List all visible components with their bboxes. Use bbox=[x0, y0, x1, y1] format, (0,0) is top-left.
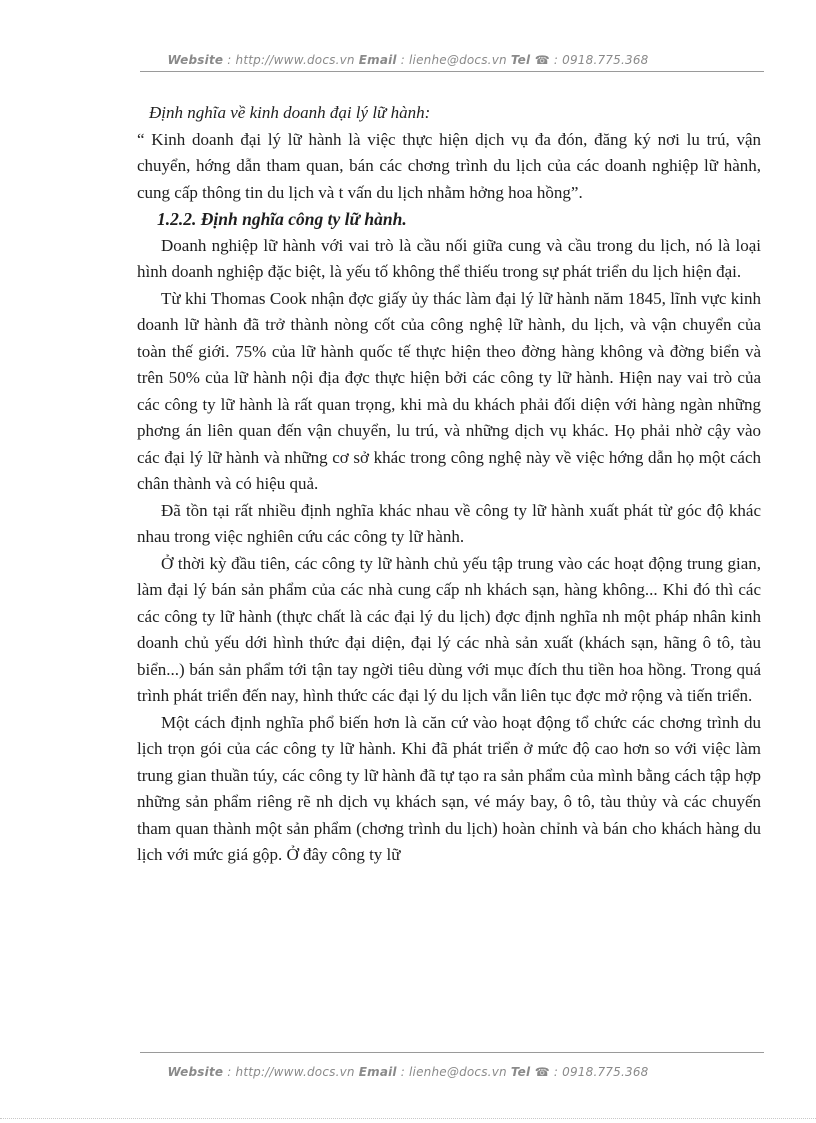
footer-website-value[interactable]: : http://www.docs.vn bbox=[227, 1065, 355, 1079]
definition-text: “ Kinh doanh đại lý lữ hành là việc thực hiện dịch vụ đa đón, đăng ký nơi lu trú, vận chuyển, hớng dẫn tham quan, bán các chơng trình du lịch của các doanh nghiệp lữ hành, cung cấp thông tin du lịch và t vấn du lịch nhằm hởng hoa hồng”. bbox=[137, 129, 761, 202]
paragraph: Từ khi Thomas Cook nhận đợc giấy ủy thác làm đại lý lữ hành năm 1845, lĩnh vực kinh doanh lữ hành đã trở thành nòng cốt của công nghệ lữ hành, du lịch, và vận chuyển của toàn thế giới. 75% của lữ hành quốc tế thực hiện theo đờng hàng không và đờng biển và trên 50% của lữ hành nội địa đợc thực hiện bởi các công ty lữ hành. Hiện nay vai trò của các công ty lữ hành là rất quan trọng, khi mà du khách phải đối diện với hàng ngàn những phơng án liên quan đến vận chuyển, lu trú, và những dịch vụ khác. Họ phải nhờ cậy vào các đại lý lữ hành và những cơ sở khác trong công nghệ này về việc hớng dẫn họ một cách chân thành và có hiệu quả. bbox=[137, 288, 761, 493]
footer-email-label: Email bbox=[358, 1065, 397, 1079]
footer-tel-value: : 0918.775.368 bbox=[553, 1065, 649, 1079]
page-header bbox=[0, 53, 816, 67]
paragraph: Một cách định nghĩa phổ biến hơn là căn cứ vào hoạt động tổ chức các chơng trình du lịch trọn gói của các công ty lữ hành. Khi đã phát triển ở mức độ cao hơn so với việc làm trung gian thuần túy, các công ty lữ hành đã tự tạo ra sản phẩm của mình bằng cách tập hợp những sản phẩm riêng rẽ nh dịch vụ khách sạn, vé máy bay, ô tô, tàu thủy và các chuyến tham quan thành một sản phẩm (chơng trình du lịch) hoàn chỉnh và bán cho khách hàng du lịch với mức giá gộp. Ở đây công ty lữ bbox=[137, 712, 761, 864]
paragraph: Ở thời kỳ đầu tiên, các công ty lữ hành chủ yếu tập trung vào các hoạt động trung gian, làm đại lý bán sản phẩm của các nhà cung cấp nh khách sạn, hàng không... Khi đó thì các các công ty lữ hành (thực chất là các đại lý du lịch) đợc định nghĩa nh một pháp nhân kinh doanh chủ yếu dới hình thức đại diện, đại lý các nhà sản xuất (khách sạn, hãng ô tô, tàu biển...) bán sản phẩm tới tận tay ngời tiêu dùng với mục đích thu tiền hoa hồng. Trong quá trình phát triển đến nay, hình thức các đại lý du lịch vẫn liên tục đợc mở rộng và tiến triển. bbox=[137, 553, 761, 705]
paragraph: Đã tồn tại rất nhiều định nghĩa khác nhau về công ty lữ hành xuất phát từ góc độ khác nhau trong việc nghiên cứu các công ty lữ hành. bbox=[137, 500, 761, 546]
header-email-value[interactable]: : lienhe@docs.vn bbox=[400, 53, 507, 67]
document-body bbox=[137, 100, 761, 869]
paragraph: Doanh nghiệp lữ hành với vai trò là cầu nối giữa cung và cầu trong du lịch, nó là loại hình doanh nghiệp đặc biệt, là yếu tố không thể thiếu trong sự phát triển du lịch hiện đại. bbox=[137, 235, 761, 281]
footer-tel-label: Tel ☎ bbox=[510, 1065, 550, 1079]
footer-divider bbox=[140, 1052, 764, 1053]
footer-email-value[interactable]: : lienhe@docs.vn bbox=[400, 1065, 507, 1079]
header-email-label: Email bbox=[358, 53, 397, 67]
footer-website-label: Website bbox=[167, 1065, 224, 1079]
section-heading: 1.2.2. Định nghĩa công ty lữ hành. bbox=[157, 209, 407, 229]
header-website-label: Website bbox=[167, 53, 224, 67]
header-tel-label: Tel ☎ bbox=[510, 53, 550, 67]
header-divider bbox=[140, 71, 764, 72]
page-footer bbox=[0, 1065, 816, 1079]
header-website-value[interactable]: : http://www.docs.vn bbox=[227, 53, 355, 67]
definition-title: Định nghĩa về kinh doanh đại lý lữ hành: bbox=[149, 103, 431, 122]
header-tel-value: : 0918.775.368 bbox=[553, 53, 649, 67]
page-edge-dots bbox=[0, 1118, 816, 1119]
